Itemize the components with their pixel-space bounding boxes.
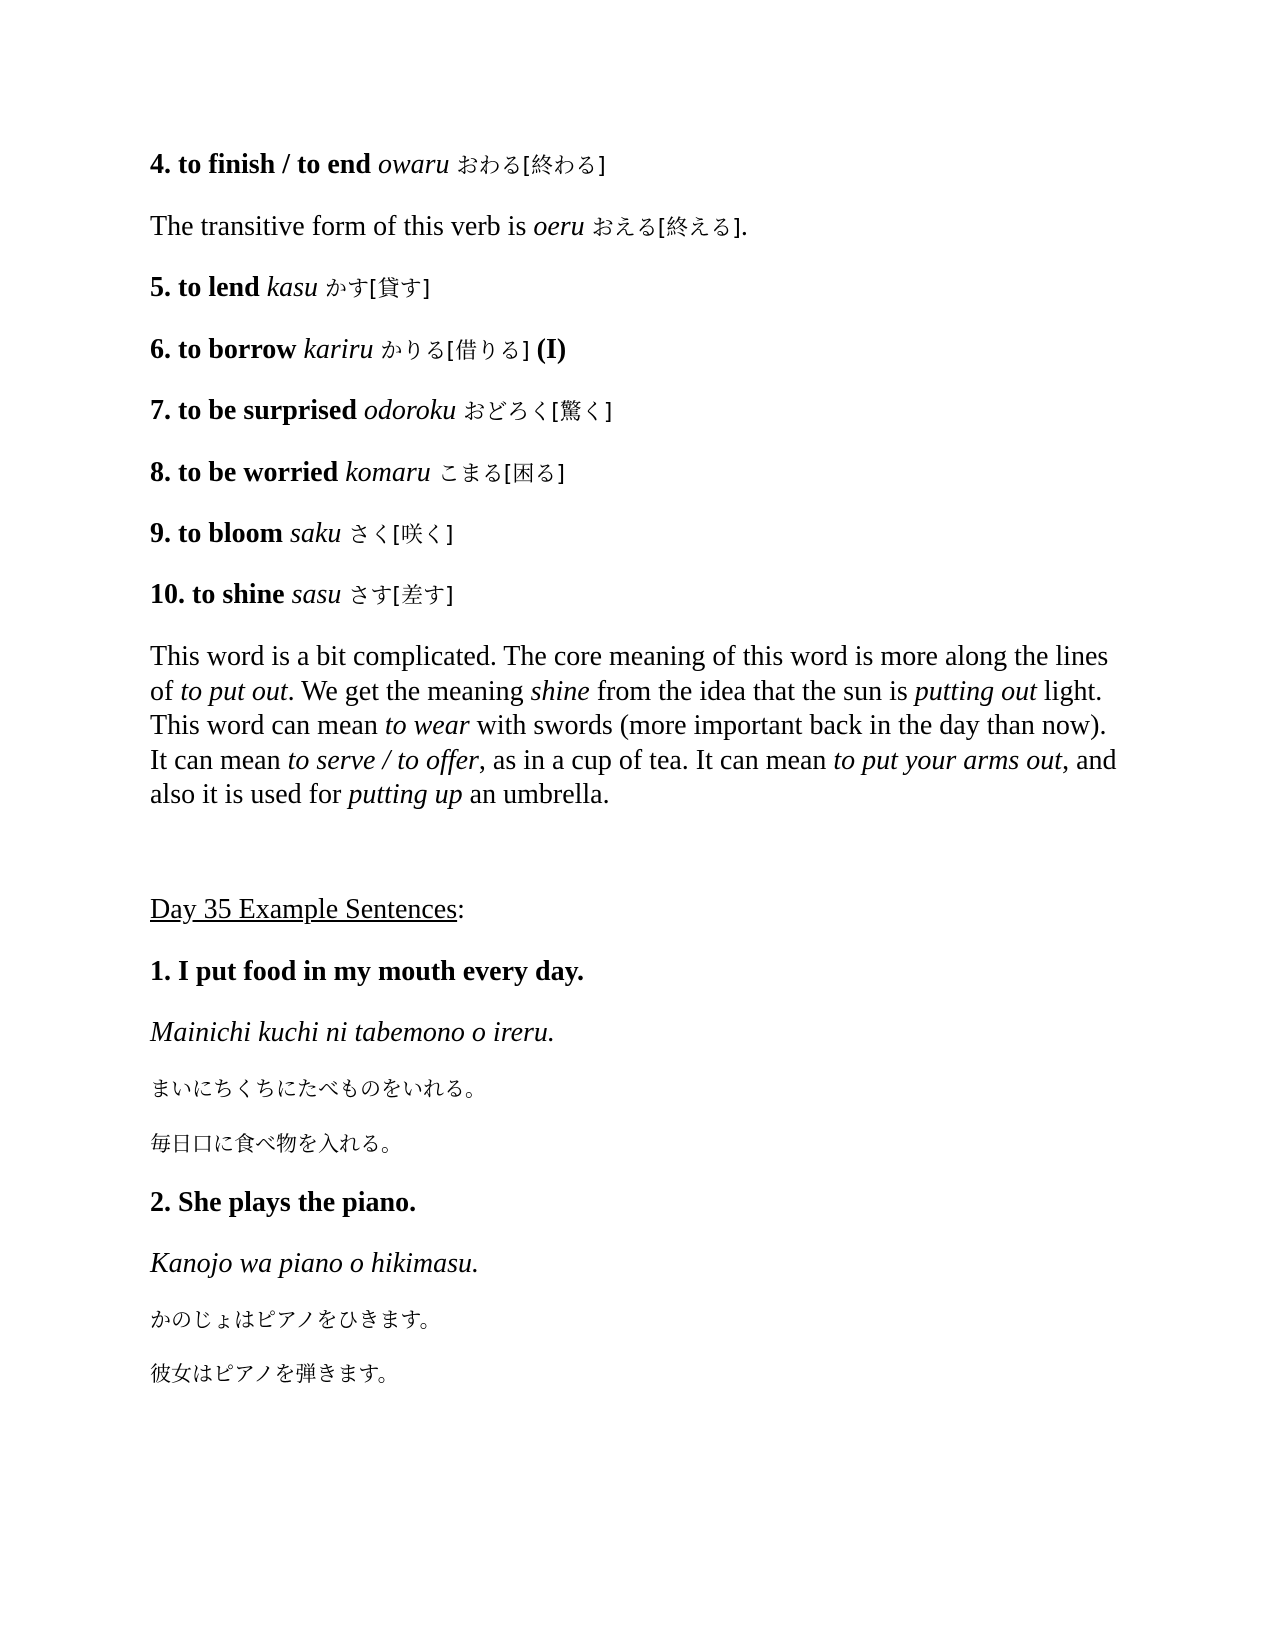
examples-heading-title: Day 35 Example Sentences	[150, 894, 458, 925]
para-italic: putting out	[914, 675, 1037, 707]
vocab-number: 6.	[150, 334, 171, 365]
vocab-romaji: kasu	[266, 272, 319, 303]
para-text: with swords (more important back in the day than now). It can mean	[150, 710, 1107, 776]
vocab-kana: さく	[348, 523, 393, 548]
vocab-english: to borrow	[178, 334, 297, 365]
para-text: . We get the meaning	[287, 675, 531, 707]
note-kana: おえる	[591, 216, 658, 241]
vocab-romaji: odoroku	[363, 395, 457, 426]
para-italic: shine	[530, 675, 590, 707]
vocab-english: to be worried	[178, 457, 339, 488]
vocab-suffix: (I)	[536, 334, 567, 365]
vocab-kana: かりる	[380, 339, 447, 364]
vocab-kana: かす	[325, 277, 370, 302]
vocab-kanji: [困る]	[503, 462, 565, 487]
vocab-kana: おわる	[456, 154, 523, 179]
para-text: from the idea that the sun is	[589, 675, 915, 707]
vocab-number: 10.	[150, 579, 185, 610]
vocab-entry-4	[150, 148, 1130, 184]
vocab-romaji: kariru	[303, 334, 374, 365]
para-text: light. This word can mean	[150, 675, 1103, 741]
para-italic: to put out	[180, 675, 288, 707]
examples-heading	[150, 893, 1130, 927]
para-text: This word is a bit complicated. The core meaning of this word is more along the lines of	[150, 641, 1109, 707]
example-2-kana: かのじょはピアノをひきます。	[150, 1308, 441, 1332]
vocab-entry-8	[150, 456, 1130, 492]
vocab-entry-6	[150, 333, 1130, 369]
vocab-number: 4.	[150, 149, 171, 180]
example-2-kanji: 彼女はピアノを弾きます。	[150, 1362, 399, 1386]
para-italic: to serve / to offer	[287, 744, 479, 776]
vocab-kanji: [差す]	[392, 584, 454, 609]
note-text: The transitive form of this verb is	[150, 211, 534, 242]
vocab-entry-7	[150, 394, 1130, 430]
vocab-romaji: owaru	[377, 149, 450, 180]
vocab-romaji: saku	[290, 518, 342, 549]
vocab-english: to finish / to end	[178, 149, 371, 180]
note-romaji: oeru	[533, 211, 585, 242]
vocab-english: to bloom	[178, 518, 283, 549]
vocab-number: 8.	[150, 457, 171, 488]
vocab-romaji: komaru	[345, 457, 431, 488]
example-1-romaji: Mainichi kuchi ni tabemono o ireru.	[150, 1017, 555, 1048]
example-1-english: 1. I put food in my mouth every day.	[150, 956, 585, 987]
para-italic: to wear	[384, 710, 470, 741]
vocab-entry-9	[150, 517, 1130, 553]
vocab-kanji: [借りる]	[446, 339, 530, 364]
vocab-kanji: [驚く]	[551, 400, 613, 425]
vocab-kana: さす	[348, 584, 393, 609]
para-text: , and also it is used for	[150, 744, 1117, 810]
para-text: an umbrella.	[462, 779, 610, 810]
vocab-kanji: [咲く]	[392, 523, 454, 548]
vocab-number: 7.	[150, 395, 171, 426]
para-italic: to put your arms out	[833, 744, 1063, 776]
examples-heading-colon: :	[457, 894, 465, 925]
vocab-english: to shine	[192, 579, 285, 610]
vocab-entry-10	[150, 578, 1130, 614]
vocab-english: to lend	[178, 272, 260, 303]
transitive-note	[150, 210, 1130, 246]
para-text: , as in a cup of tea. It can mean	[478, 744, 834, 776]
vocab-english: to be surprised	[178, 395, 357, 426]
sasu-explanation	[150, 640, 1130, 813]
vocab-kana: こまる	[437, 462, 504, 487]
vocab-number: 5.	[150, 272, 171, 303]
note-period: .	[740, 211, 748, 242]
vocab-number: 9.	[150, 518, 171, 549]
vocab-kanji: [終わる]	[522, 154, 606, 179]
vocab-kana: おどろく	[463, 400, 552, 425]
vocab-romaji: sasu	[291, 579, 342, 610]
note-kanji: [終える]	[657, 216, 741, 241]
para-italic: putting up	[348, 779, 463, 810]
vocab-entry-5	[150, 271, 1130, 307]
example-1-kanji: 毎日口に食べ物を入れる。	[150, 1132, 402, 1156]
example-2-romaji: Kanojo wa piano o hikimasu.	[150, 1248, 480, 1279]
example-1-kana: まいにちくちにたべものをいれる。	[150, 1077, 486, 1101]
vocab-kanji: [貸す]	[369, 277, 431, 302]
example-2-english: 2. She plays the piano.	[150, 1187, 417, 1218]
